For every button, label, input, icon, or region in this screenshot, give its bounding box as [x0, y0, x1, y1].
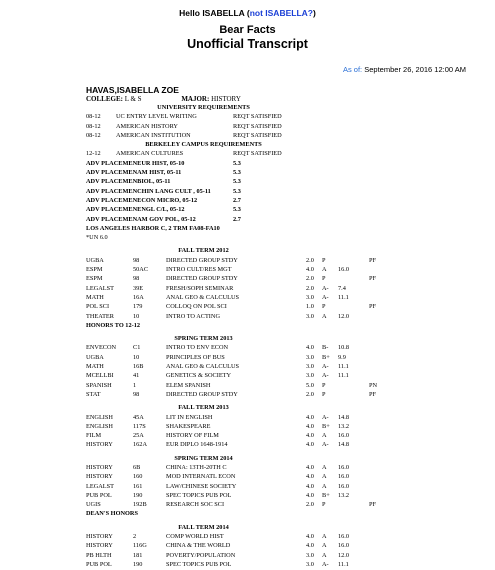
course-grade: P — [322, 381, 326, 389]
course-number: 16B — [133, 363, 144, 371]
course-number: 1 — [133, 381, 137, 389]
course-grade: A — [322, 432, 327, 440]
course-row — [86, 561, 466, 570]
course-dept: UGIS — [86, 501, 101, 509]
course-number: 39E — [133, 284, 144, 292]
college-value: L & S — [124, 95, 142, 103]
major-label: MAJOR: — [181, 95, 210, 103]
course-grade-points: 14.8 — [338, 441, 350, 449]
course-units: 4.0 — [306, 482, 314, 490]
course-grade: A — [322, 473, 327, 481]
course-dept: ENGLISH — [86, 422, 113, 430]
course-title: HISTORY OF FILM — [166, 432, 219, 440]
university-requirement-status: REQT SATISFIED — [233, 131, 282, 139]
university-requirement-term: 08-12 — [86, 122, 101, 130]
term-honors — [86, 510, 466, 519]
term-heading-row — [86, 247, 466, 256]
course-grade-points: 16.0 — [338, 482, 350, 490]
university-requirement-term: 08-12 — [86, 131, 101, 139]
university-requirement-name: AMERICAN HISTORY — [116, 122, 178, 130]
university-requirements-heading-row — [86, 104, 466, 113]
course-dept: MATH — [86, 293, 104, 301]
course-units: 4.0 — [306, 422, 314, 430]
course-grading-option: PF — [369, 275, 377, 283]
course-number: 190 — [133, 560, 143, 568]
course-units: 3.0 — [306, 560, 314, 568]
course-grade-points: 11.1 — [338, 372, 349, 380]
course-row — [86, 501, 466, 510]
ap-credit-units: 5.3 — [233, 206, 241, 214]
university-requirement-status: REQT SATISFIED — [233, 122, 282, 130]
course-grade: A- — [322, 363, 329, 371]
course-number: 162A — [133, 441, 147, 449]
course-row — [86, 344, 466, 353]
course-grade-points: 11.1 — [338, 560, 349, 568]
course-row — [86, 483, 466, 492]
as-of-label: As of: — [342, 65, 363, 74]
course-grading-option: PF — [369, 390, 377, 398]
course-row — [86, 464, 466, 473]
course-grade-points: 16.0 — [338, 266, 350, 274]
course-row — [86, 303, 466, 312]
ap-credit-row — [86, 160, 466, 169]
course-number: 117S — [133, 422, 146, 430]
ap-credit-units: 5.3 — [233, 187, 241, 195]
transfer-note — [86, 225, 466, 234]
major-value: HISTORY — [211, 95, 241, 103]
course-dept: SPANISH — [86, 381, 112, 389]
course-title: INTRO TO ENV ECON — [166, 344, 229, 352]
university-requirement-row — [86, 113, 466, 122]
ap-credit-name: ADV PLACEMENCHIN LANG CULT , 05-11 — [86, 187, 211, 195]
course-dept: FILM — [86, 432, 102, 440]
course-title: SPEC TOPICS PUB POL — [166, 560, 232, 568]
course-grade: A- — [322, 413, 329, 421]
course-title: DIRECTED GROUP STDY — [166, 256, 238, 264]
course-dept: LEGALST — [86, 482, 114, 490]
course-units: 4.0 — [306, 266, 314, 274]
course-row — [86, 285, 466, 294]
ap-credit-units: 5.3 — [233, 159, 241, 167]
course-units: 3.0 — [306, 551, 314, 559]
course-dept: UGBA — [86, 353, 104, 361]
course-number: 98 — [133, 390, 140, 398]
course-title: GENETICS & SOCIETY — [166, 372, 232, 380]
course-dept: STAT — [86, 390, 101, 398]
course-row — [86, 257, 466, 266]
course-grade: A — [322, 533, 327, 541]
course-number: 98 — [133, 275, 140, 283]
course-dept: ESPM — [86, 275, 103, 283]
ap-credit-units: 5.3 — [233, 178, 241, 186]
course-title: LAW/CHINESE SOCIETY — [166, 482, 237, 490]
course-row — [86, 552, 466, 561]
course-number: 98 — [133, 256, 140, 264]
greeting-suffix: ) — [312, 8, 316, 18]
course-number: C1 — [133, 344, 141, 352]
ap-credit-name: ADV PLACEMENEUR HIST, 05-10 — [86, 159, 185, 167]
course-number: 160 — [133, 473, 143, 481]
term-honors — [86, 322, 466, 331]
course-units: 5.0 — [306, 381, 314, 389]
course-grade: P — [322, 501, 326, 509]
term-heading-row — [86, 335, 466, 344]
not-user-link[interactable]: not ISABELLA? — [249, 8, 313, 18]
campus-requirement-status: REQT SATISFIED — [233, 150, 282, 158]
page-title: Unofficial Transcript — [187, 37, 308, 51]
course-number: 2 — [133, 533, 137, 541]
berkeley-requirements-heading-row — [86, 141, 466, 150]
course-grade: A- — [322, 372, 329, 380]
course-title: SHAKESPEARE — [166, 422, 211, 430]
course-grade-points: 16.0 — [338, 533, 350, 541]
college-label: COLLEGE: — [86, 95, 123, 103]
course-dept: PUB POL — [86, 491, 112, 499]
course-row — [86, 542, 466, 551]
course-units: 4.0 — [306, 441, 314, 449]
term-heading: SPRING TERM 2014 — [174, 454, 233, 462]
course-grade-points: 16.0 — [338, 463, 350, 471]
course-units: 2.0 — [306, 390, 314, 398]
course-title: ELEM SPANISH — [166, 381, 211, 389]
ap-credit-row — [86, 188, 466, 197]
campus-requirement-term: 12-12 — [86, 150, 101, 158]
course-dept: HISTORY — [86, 533, 113, 541]
course-grade-points: 10.8 — [338, 344, 350, 352]
course-grade-points: 14.8 — [338, 413, 350, 421]
course-dept: UGBA — [86, 256, 104, 264]
transcript-body — [86, 104, 466, 570]
course-title: INTRO TO ACTING — [166, 312, 220, 320]
term-heading: FALL TERM 2012 — [178, 247, 229, 255]
course-units: 3.0 — [306, 363, 314, 371]
course-units: 3.0 — [306, 312, 314, 320]
university-requirement-row — [86, 123, 466, 132]
course-grade-points: 11.1 — [338, 293, 349, 301]
course-units: 4.0 — [306, 432, 314, 440]
course-number: 41 — [133, 372, 140, 380]
course-grade: B+ — [322, 422, 330, 430]
course-row — [86, 533, 466, 542]
campus-requirement-name: AMERICAN CULTURES — [116, 150, 184, 158]
transfer-units-text: *UN 6.0 — [86, 234, 108, 242]
course-grading-option: PF — [369, 256, 377, 264]
course-number: 45A — [133, 413, 144, 421]
ap-credit-units: 2.7 — [233, 196, 241, 204]
course-number: 25A — [133, 432, 144, 440]
course-dept: MCELLBI — [86, 372, 114, 380]
course-dept: HISTORY — [86, 473, 113, 481]
course-row — [86, 441, 466, 450]
course-dept: HISTORY — [86, 463, 113, 471]
course-row — [86, 382, 466, 391]
course-grade-points: 7.4 — [338, 284, 346, 292]
course-row — [86, 372, 466, 381]
course-units: 4.0 — [306, 491, 314, 499]
course-units: 2.0 — [306, 275, 314, 283]
university-requirement-name: UC ENTRY LEVEL WRITING — [116, 113, 197, 121]
course-grading-option: PN — [369, 381, 378, 389]
course-title: PRINCIPLES OF BUS — [166, 353, 225, 361]
course-row — [86, 313, 466, 322]
course-title: INTRO CULT/RES MGT — [166, 266, 232, 274]
course-number: 181 — [133, 551, 143, 559]
course-number: 161 — [133, 482, 143, 490]
course-grade: P — [322, 275, 326, 283]
app-title: Bear Facts — [219, 24, 276, 36]
course-grade-points: 9.9 — [338, 353, 346, 361]
course-dept: POL SCI — [86, 303, 110, 311]
course-grade: B- — [322, 344, 329, 352]
course-grade: A — [322, 266, 327, 274]
course-grade-points: 12.0 — [338, 551, 350, 559]
course-title: DIRECTED GROUP STDY — [166, 275, 238, 283]
course-number: 179 — [133, 303, 143, 311]
course-title: EUR DIPLO 1648-1914 — [166, 441, 228, 449]
course-dept: MATH — [86, 363, 104, 371]
course-row — [86, 294, 466, 303]
course-units: 2.0 — [306, 501, 314, 509]
course-units: 3.0 — [306, 293, 314, 301]
course-row — [86, 354, 466, 363]
ap-credit-units: 5.3 — [233, 169, 241, 177]
course-row — [86, 473, 466, 482]
course-units: 4.0 — [306, 473, 314, 481]
term-honors-text: DEAN'S HONORS — [86, 510, 138, 518]
student-name: HAVAS,ISABELLA ZOE — [86, 85, 179, 95]
course-title: CHINA & THE WORLD — [166, 542, 231, 550]
university-requirement-name: AMERICAN INSTITUTION — [116, 131, 191, 139]
term-heading-row — [86, 404, 466, 413]
course-dept: ESPM — [86, 266, 103, 274]
course-grading-option: PF — [369, 303, 377, 311]
term-heading: FALL TERM 2013 — [178, 404, 229, 412]
university-requirement-row — [86, 132, 466, 141]
course-grade: A — [322, 312, 327, 320]
term-heading-row — [86, 455, 466, 464]
course-row — [86, 391, 466, 400]
university-requirement-status: REQT SATISFIED — [233, 113, 282, 121]
university-requirement-term: 08-12 — [86, 113, 101, 121]
course-number: 190 — [133, 491, 143, 499]
course-dept: HISTORY — [86, 542, 113, 550]
course-title: CHINA: 13TH-20TH C — [166, 463, 227, 471]
course-dept: LEGALST — [86, 284, 114, 292]
ap-credit-row — [86, 197, 466, 206]
course-units: 3.0 — [306, 372, 314, 380]
course-row — [86, 414, 466, 423]
course-grade: B+ — [322, 353, 330, 361]
course-row — [86, 363, 466, 372]
course-title: POVERTY/POPULATION — [166, 551, 236, 559]
course-title: FRESH/SOPH SEMINAR — [166, 284, 234, 292]
term-heading: FALL TERM 2014 — [178, 523, 229, 531]
course-grade: A- — [322, 284, 329, 292]
ap-credit-name: ADV PLACEMENENGL C/L, 05-12 — [86, 206, 185, 214]
course-grade-points: 11.1 — [338, 363, 349, 371]
course-title: COMP WORLD HIST — [166, 533, 224, 541]
course-row — [86, 492, 466, 501]
course-grade-points: 13.2 — [338, 491, 350, 499]
course-number: 50AC — [133, 266, 149, 274]
course-title: LIT IN ENGLISH — [166, 413, 213, 421]
course-row — [86, 275, 466, 284]
term-honors-text: HONORS TO 12-12 — [86, 321, 140, 329]
course-grade: A — [322, 463, 327, 471]
as-of-timestamp — [343, 65, 466, 74]
course-units: 4.0 — [306, 542, 314, 550]
course-number: 192B — [133, 501, 147, 509]
ap-credit-name: ADV PLACEMENAM HIST, 05-11 — [86, 169, 182, 177]
ap-credit-name: ADV PLACEMENBIOL, 05-11 — [86, 178, 171, 186]
course-title: RESEARCH SOC SCI — [166, 501, 225, 509]
as-of-value: September 26, 2016 12:00 AM — [364, 65, 466, 74]
university-requirements-heading: UNIVERSITY REQUIREMENTS — [157, 104, 250, 111]
course-grade: A — [322, 542, 327, 550]
course-grade-points: 13.2 — [338, 422, 350, 430]
course-grade: A — [322, 482, 327, 490]
course-title: ANAL GEO & CALCULUS — [166, 363, 240, 371]
greeting — [0, 8, 495, 18]
course-dept: THEATER — [86, 312, 114, 320]
course-number: 10 — [133, 312, 140, 320]
course-row — [86, 432, 466, 441]
transfer-units — [86, 234, 466, 243]
course-grade-points: 16.0 — [338, 432, 350, 440]
ap-credit-name: ADV PLACEMENAM GOV POL, 05-12 — [86, 215, 196, 223]
course-dept: PUB POL — [86, 560, 112, 568]
course-dept: ENVECON — [86, 344, 117, 352]
course-dept: HISTORY — [86, 441, 113, 449]
term-heading-row — [86, 524, 466, 533]
course-units: 4.0 — [306, 463, 314, 471]
ap-credit-name: ADV PLACEMENECON MICRO, 05-12 — [86, 196, 198, 204]
course-grade: P — [322, 256, 326, 264]
course-units: 4.0 — [306, 413, 314, 421]
course-title: DIRECTED GROUP STDY — [166, 390, 238, 398]
course-number: 10 — [133, 353, 140, 361]
course-title: MOD INTERNATL ECON — [166, 473, 236, 481]
course-grade-points: 16.0 — [338, 542, 350, 550]
greeting-prefix: Hello ISABELLA ( — [179, 8, 250, 18]
campus-requirement-row — [86, 150, 466, 159]
college-major-line — [86, 95, 241, 103]
course-units: 2.0 — [306, 256, 314, 264]
ap-credit-row — [86, 206, 466, 215]
course-title: SPEC TOPICS PUB POL — [166, 491, 232, 499]
course-title: ANAL GEO & CALCULUS — [166, 293, 240, 301]
course-grade: P — [322, 390, 326, 398]
ap-credit-row — [86, 216, 466, 225]
course-grading-option: PF — [369, 501, 377, 509]
course-grade: A- — [322, 441, 329, 449]
course-dept: ENGLISH — [86, 413, 113, 421]
course-units: 4.0 — [306, 533, 314, 541]
course-row — [86, 266, 466, 275]
course-units: 2.0 — [306, 284, 314, 292]
course-grade: A — [322, 551, 327, 559]
course-grade-points: 12.0 — [338, 312, 350, 320]
berkeley-requirements-heading: BERKELEY CAMPUS REQUIREMENTS — [145, 141, 262, 149]
course-grade: B+ — [322, 491, 330, 499]
course-units: 3.0 — [306, 353, 314, 361]
ap-credit-row — [86, 169, 466, 178]
course-grade: P — [322, 303, 326, 311]
ap-credit-units: 2.7 — [233, 215, 241, 223]
course-number: 16A — [133, 293, 144, 301]
course-dept: PB HLTH — [86, 551, 112, 559]
course-units: 1.0 — [306, 303, 314, 311]
course-title: COLLOQ ON POL SCI — [166, 303, 227, 311]
transfer-note-text: LOS ANGELES HARBOR C, 2 TRM FA08-FA10 — [86, 224, 220, 232]
course-number: 6B — [133, 463, 141, 471]
course-row — [86, 423, 466, 432]
course-units: 4.0 — [306, 344, 314, 352]
term-heading: SPRING TERM 2013 — [174, 335, 233, 343]
course-grade: A- — [322, 560, 329, 568]
ap-credit-row — [86, 178, 466, 187]
course-grade-points: 16.0 — [338, 473, 350, 481]
course-number: 116G — [133, 542, 147, 550]
course-grade: A- — [322, 293, 329, 301]
